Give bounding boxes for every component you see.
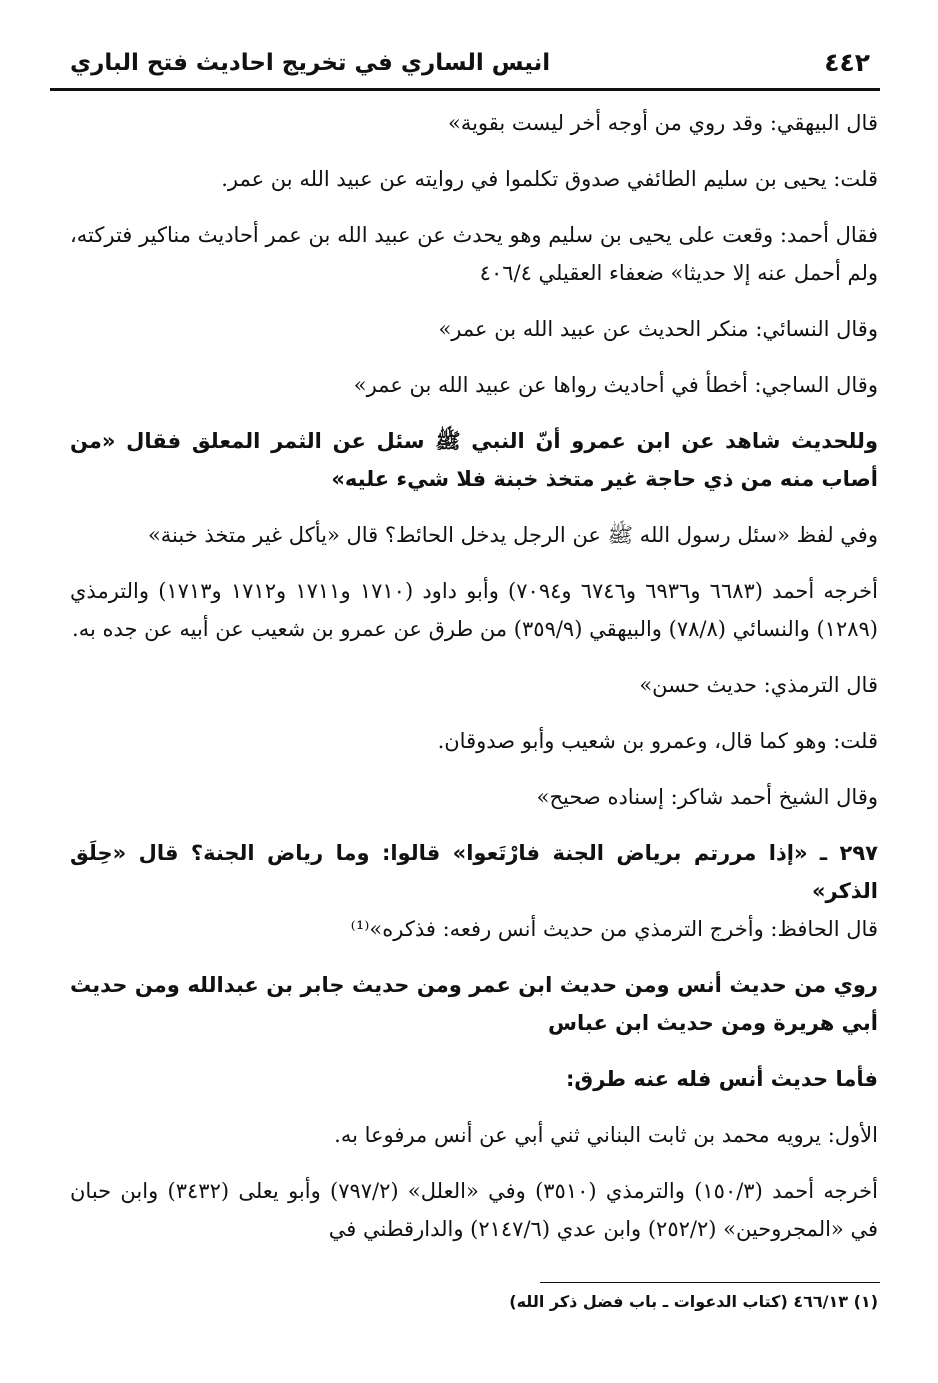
footnote-rule <box>540 1282 880 1283</box>
header-rule <box>50 88 880 91</box>
paragraph-3: فقال أحمد: وقعت على يحيى بن سليم وهو يحدث عن عبيد الله بن عمر أحاديث مناكير فتركته، ولم أحمل عنه إلا حديثا» ضعفاء العقيلي ٤٠٦/٤ <box>70 223 878 285</box>
paragraph-7: وفي لفظ «سئل رسول الله ﷺ عن الرجل يدخل الحائط؟ قال «يأكل غير متخذ خبنة» <box>147 523 878 547</box>
main-text <box>70 104 878 1248</box>
paragraph-17: أخرجه أحمد (١٥٠/٣) والترمذي (٣٥١٠) وفي «العلل» (٧٩٧/٢) وأبو يعلى (٣٤٣٢) وابن حبان في «المجروحين» (٢٥٢/٢) وابن عدي (٢١٤٧/٦) والدارقطني في <box>70 1179 878 1241</box>
paragraph-2: قلت: يحيى بن سليم الطائفي صدوق تكلموا في روايته عن عبيد الله بن عمر. <box>221 167 878 191</box>
paragraph-13: قال الحافظ: وأخرج الترمذي من حديث أنس رفعه: فذكره»⁽¹⁾ <box>350 917 878 941</box>
paragraph-14: روي من حديث أنس ومن حديث ابن عمر ومن حديث جابر بن عبدالله ومن حديث أبي هريرة ومن حديث ابن عباس <box>70 973 878 1035</box>
hadith-heading-297: ٢٩٧ ـ «إذا مررتم برياض الجنة فارْتَعوا» قالوا: وما رياض الجنة؟ قال «حِلَق الذكر» <box>70 841 878 903</box>
footnote-1: (١) ٤٦٦/١٣ (كتاب الدعوات ـ باب فضل ذكر الله) <box>509 1292 878 1311</box>
page-number: ٤٤٢ <box>824 48 870 77</box>
page-header <box>50 40 880 90</box>
paragraph-6: وللحديث شاهد عن ابن عمرو أنّ النبي ﷺ سئل عن الثمر المعلق فقال «من أصاب منه من ذي حاجة غير متخذ خبنة فلا شيء عليه» <box>70 429 878 491</box>
paragraph-9: قال الترمذي: حديث حسن» <box>639 673 878 697</box>
paragraph-11: وقال الشيخ أحمد شاكر: إسناده صحيح» <box>536 785 878 809</box>
paragraph-16: الأول: يرويه محمد بن ثابت البناني ثني أبي عن أنس مرفوعا به. <box>334 1123 878 1147</box>
running-title: انيس الساري في تخريج احاديث فتح الباري <box>70 50 551 76</box>
paragraph-8: أخرجه أحمد (٦٦٨٣ و٦٩٣٦ و٦٧٤٦ و٧٠٩٤) وأبو داود (١٧١٠ و١٧١١ و١٧١٢ و١٧١٣) والترمذي (١٢٨٩) والنسائي (٧٨/٨) والبيهقي (٣٥٩/٩) من طرق عن عمرو بن شعيب عن أبيه عن جده به. <box>70 579 878 641</box>
paragraph-4: وقال النسائي: منكر الحديث عن عبيد الله بن عمر» <box>438 317 878 341</box>
paragraph-10: قلت: وهو كما قال، وعمرو بن شعيب وأبو صدوقان. <box>437 729 878 753</box>
paragraph-1: قال البيهقي: وقد روي من أوجه أخر ليست بقوية» <box>447 111 878 135</box>
paragraph-15: فأما حديث أنس فله عنه طرق: <box>566 1067 878 1091</box>
paragraph-5: وقال الساجي: أخطأ في أحاديث رواها عن عبيد الله بن عمر» <box>353 373 878 397</box>
